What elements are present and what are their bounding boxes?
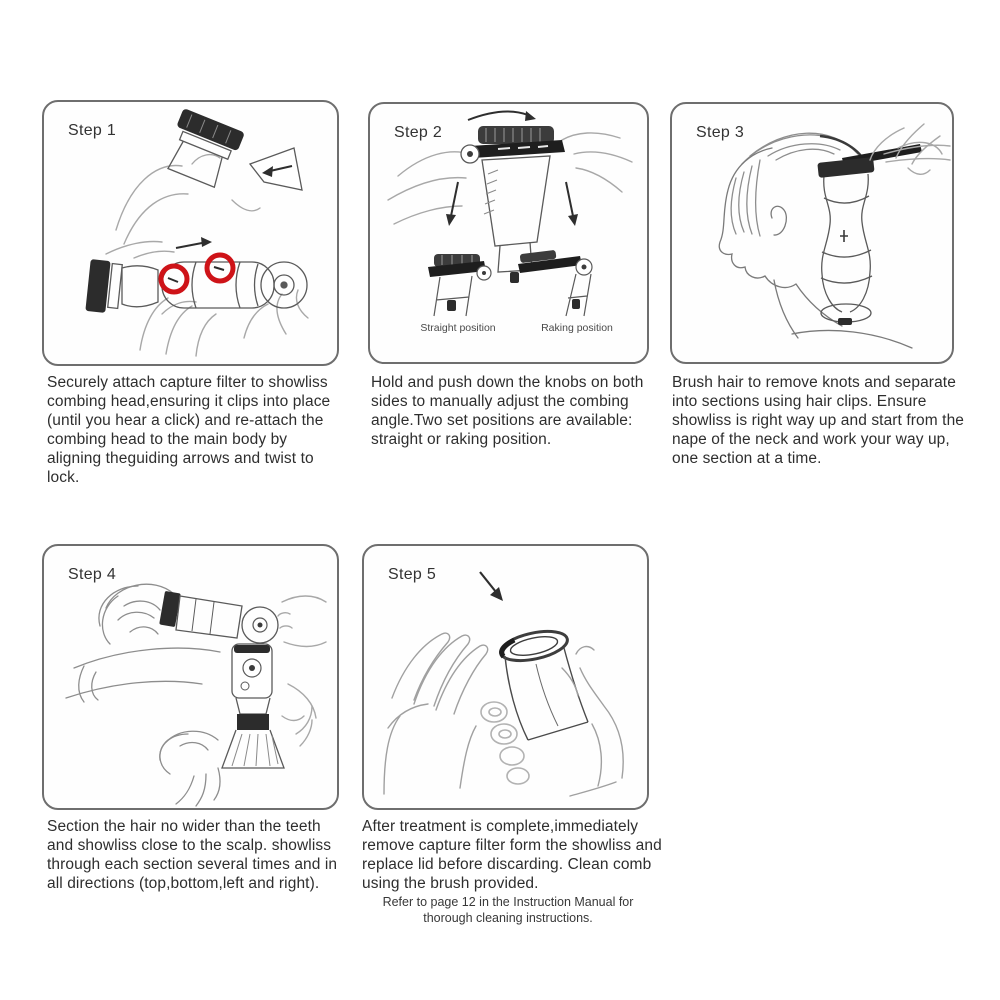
raking-position-caption: Raking position [541, 322, 613, 334]
step2-panel [368, 102, 649, 364]
cleaning-note: Refer to page 12 in the Instruction Manual for thorough cleaning instructions. [382, 895, 634, 925]
hand-sketch [282, 684, 316, 746]
step3-panel [670, 102, 954, 364]
step5-label: Step 5 [388, 566, 437, 583]
hand-sketch [106, 155, 260, 258]
hand-sketch [384, 633, 488, 794]
hand-sketch [562, 647, 623, 796]
twist-arrow-icon [176, 237, 212, 248]
straight-position-figure [428, 254, 491, 316]
step1-label: Step 1 [68, 122, 117, 139]
hand-sketch [278, 596, 326, 647]
curled-fingers-sketch [481, 702, 529, 784]
step5-illustration [364, 546, 647, 808]
device-horizontal [159, 591, 278, 643]
head-profile [719, 148, 912, 348]
step3-label: Step 3 [696, 124, 745, 141]
remove-arrow-icon [480, 572, 503, 601]
hair-sketch [731, 133, 858, 236]
combing-head [161, 108, 245, 190]
step1-illustration [44, 102, 337, 364]
hair-sketch [160, 731, 220, 806]
hand-sketch [140, 290, 308, 356]
step1-panel [42, 100, 339, 366]
rotate-arrow-icon [468, 111, 536, 121]
step4-panel [42, 544, 339, 810]
step3-illustration [672, 104, 952, 362]
step3-description: Brush hair to remove knots and separate into sections using hair clips. Ensure showliss is right way up and start from the nape of the neck and work your way up, one section at a time. [672, 374, 965, 467]
step4-description: Section the hair no wider than the teeth and showliss close to the scalp. showliss through each section several times and in all directions (top,bottom,left and right). [47, 818, 338, 892]
step5-description: After treatment is complete,immediately remove capture filter form the showliss and replace lid before discarding. Clean comb using the brush provided. [362, 818, 662, 892]
alignment-highlight-circle [161, 266, 187, 292]
step4-label: Step 4 [68, 566, 117, 583]
step4-illustration [44, 546, 337, 808]
step2-label: Step 2 [394, 124, 443, 141]
device-body [821, 174, 872, 322]
hair-sketch [66, 584, 220, 702]
push-down-arrow-icon [446, 182, 578, 226]
device-vertical [222, 644, 284, 768]
step1-description: Securely attach capture filter to showliss combing head,ensuring it clips into place (until you hear a click) and re-attach the combing head to the main body by aligning theguiding arrows and twist to lock. [47, 374, 331, 486]
raking-position-figure [518, 250, 592, 316]
clipper-body [85, 259, 307, 313]
step5-panel [362, 544, 649, 810]
straight-position-caption: Straight position [420, 322, 496, 334]
step2-description: Hold and push down the knobs on both sides to manually adjust the combing angle.Two set positions are available: straight or raking position. [371, 374, 644, 448]
capture-filter-ring [498, 626, 570, 666]
